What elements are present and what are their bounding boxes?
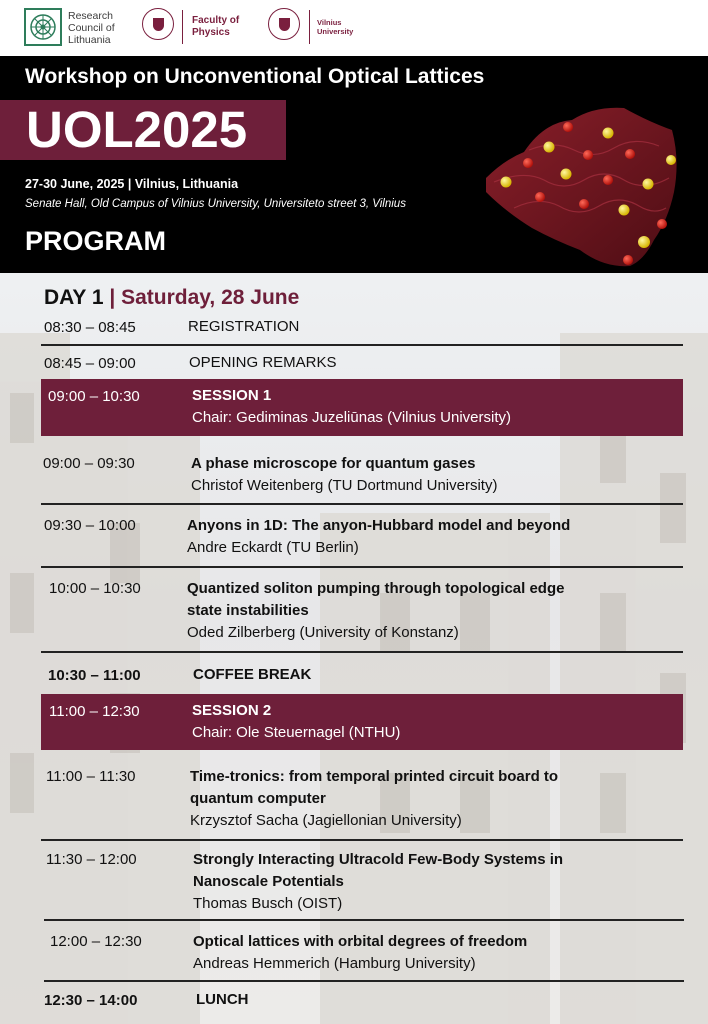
row-divider: [41, 839, 683, 841]
session-chair: Chair: Gediminas Juzeliūnas (Vilnius University): [192, 409, 512, 426]
logo-divider: [182, 10, 183, 44]
faculty-logo-text: Faculty of Physics: [192, 15, 240, 38]
talk-title-cont: quantum computer: [190, 790, 326, 807]
talk-title: Quantized soliton pumping through topological edge: [187, 580, 565, 597]
session-chair: Chair: Ole Steuernagel (NTHU): [192, 724, 401, 741]
program-content: [0, 273, 708, 1024]
row-divider: [44, 980, 684, 982]
talk-title: Anyons in 1D: The anyon-Hubbard model and beyond: [187, 517, 571, 534]
acronym: UOL2025: [26, 101, 248, 158]
time-slot: 08:45 – 09:00: [44, 355, 136, 372]
time-slot: 10:00 – 10:30: [49, 580, 141, 597]
talk-title-cont: Nanoscale Potentials: [193, 873, 344, 890]
talk-title: A phase microscope for quantum gases: [191, 455, 476, 472]
optical-lattice-icon: [484, 100, 684, 270]
item-title: OPENING REMARKS: [189, 354, 337, 371]
talk-speaker: Oded Zilberberg (University of Konstanz): [187, 624, 459, 641]
row-divider: [41, 344, 683, 346]
row-divider: [41, 566, 683, 568]
talk-speaker: Andre Eckardt (TU Berlin): [187, 539, 359, 556]
day-heading: DAY 1 | Saturday, 28 June: [44, 286, 300, 309]
talk-speaker: Andreas Hemmerich (Hamburg University): [193, 955, 476, 972]
talk-speaker: Christof Weitenberg (TU Dortmund University): [191, 477, 498, 494]
row-divider: [41, 503, 683, 505]
logo-divider: [309, 10, 310, 44]
talk-title: Strongly Interacting Ultracold Few-Body Systems in: [193, 851, 564, 868]
talk-title: Optical lattices with orbital degrees of freedom: [193, 933, 528, 950]
venue: Senate Hall, Old Campus of Vilnius University, Universiteto street 3, Vilnius: [25, 198, 406, 210]
dates-location: 27-30 June, 2025 | Vilnius, Lithuania: [25, 177, 239, 191]
time-slot: 09:00 – 09:30: [43, 455, 135, 472]
time-slot: 11:00 – 12:30: [49, 703, 140, 720]
talk-speaker: Krzysztof Sacha (Jagiellonian University): [190, 812, 462, 829]
row-divider: [41, 651, 683, 653]
session-title: SESSION 1: [192, 387, 272, 404]
session-band: [41, 379, 683, 436]
session-title: SESSION 2: [192, 702, 272, 719]
logo-strip: [0, 0, 708, 56]
row-divider: [44, 919, 684, 921]
time-slot: 09:30 – 10:00: [44, 517, 136, 534]
rcl-logo-text: Research Council of Lithuania: [68, 10, 115, 46]
time-slot: 10:30 – 11:00: [48, 667, 141, 684]
acronym-box: [0, 100, 286, 160]
time-slot: 12:00 – 12:30: [50, 933, 142, 950]
item-title: REGISTRATION: [188, 318, 300, 335]
talk-title: Time-tronics: from temporal printed circuit board to: [190, 768, 559, 785]
session-band: [41, 694, 683, 750]
talk-title-cont: state instabilities: [187, 602, 309, 619]
workshop-title: Workshop on Unconventional Optical Lattices: [25, 65, 485, 88]
faculty-seal-icon: [142, 8, 174, 40]
break-title: COFFEE BREAK: [193, 666, 312, 683]
time-slot: 12:30 – 14:00: [44, 992, 138, 1009]
program-label: PROGRAM: [25, 226, 166, 256]
break-title: LUNCH: [196, 991, 249, 1008]
time-slot: 08:30 – 08:45: [44, 319, 136, 336]
university-logo-text: Vilnius University: [317, 18, 354, 36]
header-banner: [0, 56, 708, 273]
time-slot: 11:30 – 12:00: [46, 851, 137, 868]
university-seal-icon: [268, 8, 300, 40]
time-slot: 11:00 – 11:30: [46, 768, 136, 785]
rcl-logo-icon: [24, 8, 62, 46]
time-slot: 09:00 – 10:30: [48, 388, 140, 405]
talk-speaker: Thomas Busch (OIST): [193, 895, 343, 912]
